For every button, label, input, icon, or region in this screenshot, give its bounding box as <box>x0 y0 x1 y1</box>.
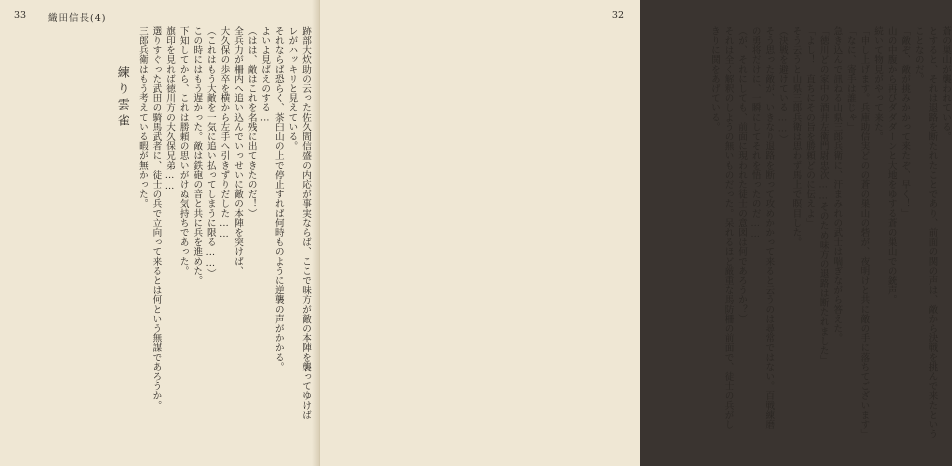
text-line: 続いて物見がやって来た。 <box>872 26 884 142</box>
text-line: 「なに、寄手は誰じゃ」 <box>844 26 856 132</box>
text-line: 山の中腹から再びダダダーンと大地をゆする蒼の巣山での銃声。 <box>885 26 897 305</box>
right-page-text <box>650 26 952 456</box>
text-line: そう云うと山県三郎兵衛は思わず馬上で瞑目した。 <box>790 26 802 247</box>
text-line: 下知してから、これは勝頼の思いがけぬ気持ちであった。 <box>177 26 189 276</box>
left-page-text <box>12 26 312 456</box>
text-line: そう思った敵が、いきなり退路を断って攻めかかって来ると云うのは尋常ではない。百戦練磨 <box>763 26 775 430</box>
text-line: それならば恐らく、茶臼山の上で停止すれば何時ものように逆襲の声がかかる。 <box>272 26 284 372</box>
text-line: よいよ見ばえのする… <box>259 26 271 124</box>
text-line: 選りすぐった武田の騎馬武者に、徒士の兵で立向って来るとは何という無謀であろうか。 <box>150 26 162 410</box>
text-line: 三郎兵衛はもう考えている暇が無かった。 <box>136 26 148 209</box>
text-line: 跡部大炊助の云った佐久間信盛の内応が事実ならば、ここで味方が敵の本陣を襲ってゆけば <box>300 26 311 420</box>
text-line: 「よし！ 直ちにその旨を勝頼どのに伝えよ」 <box>804 26 816 228</box>
text-line: レがハッキリと見えている。 <box>286 26 298 151</box>
text-line: の勇将だけに、一瞬にしてそれを悟ったのだ…… <box>749 26 761 240</box>
text-line: この時にはもう遅かった。敵は鉄砲の音と共に兵を進めた。 <box>191 26 203 286</box>
text-line: （はは、敵はこれを名残に出てきたのだ！） <box>245 26 257 218</box>
right-page <box>320 0 951 466</box>
text-line: ことなのだ。 <box>912 26 924 84</box>
text-line: 急き込んで訊ねる山県三郎兵衛に、汗まみれの武士は喘ぎながら答えた。 <box>831 26 843 343</box>
running-title: 織田信長(4) <box>48 13 107 24</box>
section-title: 練り雲雀 <box>116 66 131 130</box>
text-line: 「徳川どの家中の酒井左衛門尉忠次……そのため味方の退路は断たれました」 <box>817 26 829 365</box>
text-line: （これはもう大敵を一気に追い払ってしまうに限る……） <box>204 26 216 279</box>
text-line: 大久保の歩卒を横から左手へ引きずりだした…… <box>218 26 230 240</box>
text-line: （が、それにしても、前面に現われた徒士の意図は何であろうか？） <box>736 26 748 324</box>
page-number: 32 <box>611 10 624 21</box>
page-number: 33 <box>14 10 27 21</box>
text-line: 全兵力が柵内へ追い込んでいっせいに敵の本陣を突けば、 <box>232 26 244 276</box>
text-line: とすると、それは退路を断たれたことであり、前面の関の声は、敵から決戦を挑んで来たという <box>926 26 938 439</box>
text-line: きりに鬨をあげている。 <box>708 26 720 132</box>
text-line: （決戦を避けている……） <box>776 26 788 144</box>
left-page <box>0 0 319 466</box>
text-line: 「敵ぞ、敵が挑みかかって来たぞ、早く！」 <box>899 26 911 218</box>
text-line: 「申し上げます。兵庫助信実どのの蒼の巣山の砦が、夜明けと共に敵の手に落ちてございます」 <box>858 26 870 439</box>
text-line: 蒼の巣山が襲われている。 <box>940 26 951 142</box>
text-line: 旗印を見れば徳川方の大久保兄弟…… <box>164 26 176 192</box>
text-line: それは全く解釈のしようの無いものだった。呆れるほど厳重な馬防柵の前面で、徒士の兵がし <box>722 26 734 430</box>
